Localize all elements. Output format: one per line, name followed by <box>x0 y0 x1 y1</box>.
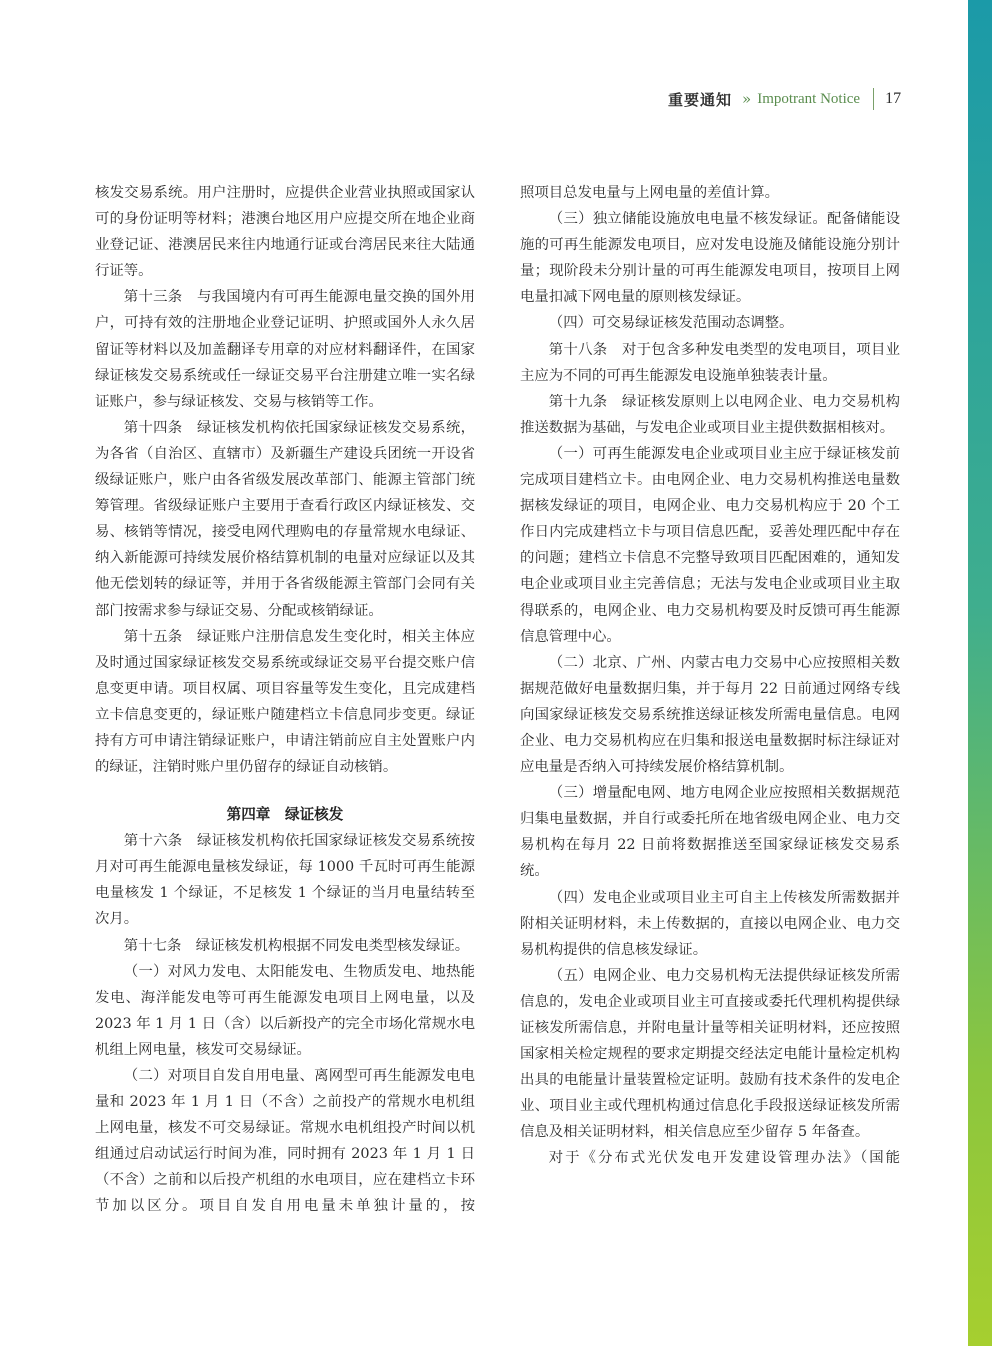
paragraph: 对于《分布式光伏发电开发建设管理办法》（国能 <box>548 1150 900 1167</box>
article-13: 第十三条 与我国境内有可再生能源电量交换的国外用户，可持有效的注册地企业登记证明、护照或国外人永久居留证等材料以及加盖翻译专用章的对应材料翻译件，在国家绿证核发交易系统或任一绿证交易平台注册建立唯一实名绿证账户，参与绿证核发、交易与核销等工作。 <box>95 289 475 410</box>
right-column <box>520 180 900 1172</box>
article-16: 第十六条 绿证核发机构依托国家绿证核发交易系统按月对可再生能源电量核发绿证，每 1000 千瓦时可再生能源电量核发 1 个绿证，不足核发 1 个绿证的当月电量结转至次月。 <box>95 833 475 928</box>
paragraph: 照项目总发电量与上网电量的差值计算。 <box>520 185 780 201</box>
article-19-item-4: （四）发电企业或项目业主可自主上传核发所需数据并附相关证明材料，未上传数据的，直接以电网企业、电力交易机构提供的信息核发绿证。 <box>520 889 900 958</box>
paragraph: 核发交易系统。用户注册时，应提供企业营业执照或国家认可的身份证明等材料；港澳台地区用户应提交所在地企业商业登记证、港澳居民来往内地通行证或台湾居民来往大陆通行证等。 <box>95 185 475 280</box>
section-title-cn: 重要通知 <box>668 90 733 109</box>
double-chevron-icon: » <box>742 90 752 108</box>
chapter-heading: 第四章 绿证核发 <box>226 806 344 824</box>
article-19-item-2: （二）北京、广州、内蒙古电力交易中心应按照相关数据规范做好电量数据归集，并于每月 22 日前通过网络专线向国家绿证核发交易系统推送绿证核发所需电量信息。电网企业、电力交易机构应在归集和报送电量数据时标注绿证对应电量是否纳入可持续发展价格结算机制。 <box>520 654 900 776</box>
article-19-item-1: （一）可再生能源发电企业或项目业主应于绿证核发前完成项目建档立卡。由电网企业、电力交易机构推送电量数据核发绿证的项目，电网企业、电力交易机构应于 20 个工作日内完成建档立卡与项目信息匹配，妥善处理匹配中存在的问题；建档立卡信息不完整导致项目匹配困难的，通知发电企业或项目业主完善信息；无法与发电企业或项目业主取得联系的，电网企业、电力交易机构要及时反馈可再生能源信息管理中心。 <box>520 445 900 645</box>
article-17-item-1: （一）对风力发电、太阳能发电、生物质发电、地热能发电、海洋能发电等可再生能源发电项目上网电量，以及 2023 年 1 月 1 日（含）以后新投产的完全市场化常规水电机组上网电量，核发可交易绿证。 <box>95 963 476 1058</box>
article-17-item-4: （四）可交易绿证核发范围动态调整。 <box>548 315 794 332</box>
section-title-en: Impotrant Notice <box>757 90 861 107</box>
decorative-side-bar <box>968 0 992 1346</box>
article-14: 第十四条 绿证核发机构依托国家绿证核发交易系统，为各省（自治区、直辖市）及新疆生产建设兵团统一开设省级绿证账户，账户由各省级发展改革部门、能源主管部门统筹管理。省级绿证账户主要用于查看行政区内绿证核发、交易、核销等情况，接受电网代理购电的存量常规水电绿证、纳入新能源可持续发展价格结算机制的电量对应绿证以及其他无偿划转的绿证等，并用于各省级能源主管部门会同有关部门按需求参与绿证交易、分配或核销绿证。 <box>95 419 475 619</box>
article-19-item-5: （五）电网企业、电力交易机构无法提供绿证核发所需信息的，发电企业或项目业主可直接或委托代理机构提供绿证核发所需信息，并附电量计量等相关证明材料，还应按照国家相关检定规程的要求定期提交经法定电能计量检定机构出具的电能量计量装置检定证明。鼓励有技术条件的发电企业、项目业主或代理机构通过信息化手段报送绿证核发所需信息及相关证明材料，相关信息应至少留存 5 年备查。 <box>520 967 900 1141</box>
page-header <box>668 88 901 110</box>
page-number: 17 <box>885 90 902 107</box>
article-15: 第十五条 绿证账户注册信息发生变化时，相关主体应及时通过国家绿证核发交易系统或绿证交易平台提交账户信息变更申请。项目权属、项目容量等发生变化，且完成建档立卡信息变更的，绿证账户随建档立卡信息同步变更。绿证持有方可申请注销绿证账户，申请注销前应自主处置账户内的绿证，注销时账户里仍留存的绿证自动核销。 <box>95 628 475 776</box>
article-18: 第十八条 对于包含多种发电类型的发电项目，项目业主应为不同的可再生能源发电设施单独装表计量。 <box>520 341 900 384</box>
article-19-item-3: （三）增量配电网、地方电网企业应按照相关数据规范归集电量数据，并自行或委托所在地省级电网企业、电力交易机构在每月 22 日前将数据推送至国家绿证核发交易系统。 <box>520 785 900 880</box>
header-divider <box>873 88 874 110</box>
article-19: 第十九条 绿证核发原则上以电网企业、电力交易机构推送数据为基础，与发电企业或项目业主提供数据相核对。 <box>520 393 900 436</box>
article-17: 第十七条 绿证核发机构根据不同发电类型核发绿证。 <box>123 937 470 954</box>
left-column <box>95 180 475 1220</box>
article-17-item-3: （三）独立储能设施放电电量不核发绿证。配备储能设施的可再生能源发电项目，应对发电设施及储能设施分别计量；现阶段未分别计量的可再生能源发电项目，按项目上网电量扣减下网电量的原则核发绿证。 <box>520 211 900 306</box>
article-17-item-2: （二）对项目自发自用电量、离网型可再生能源发电电量和 2023 年 1 月 1 日（不含）之前投产的常规水电机组上网电量，核发不可交易绿证。常规水电机组投产时间以机组通过启动试运行时间为准，同时拥有 2023 年 1 月 1 日（不含）之前和以后投产机组的水电项目，应在建档立卡环节加以区分。项目自发自用电量未单独计量的，按 <box>95 1068 475 1215</box>
